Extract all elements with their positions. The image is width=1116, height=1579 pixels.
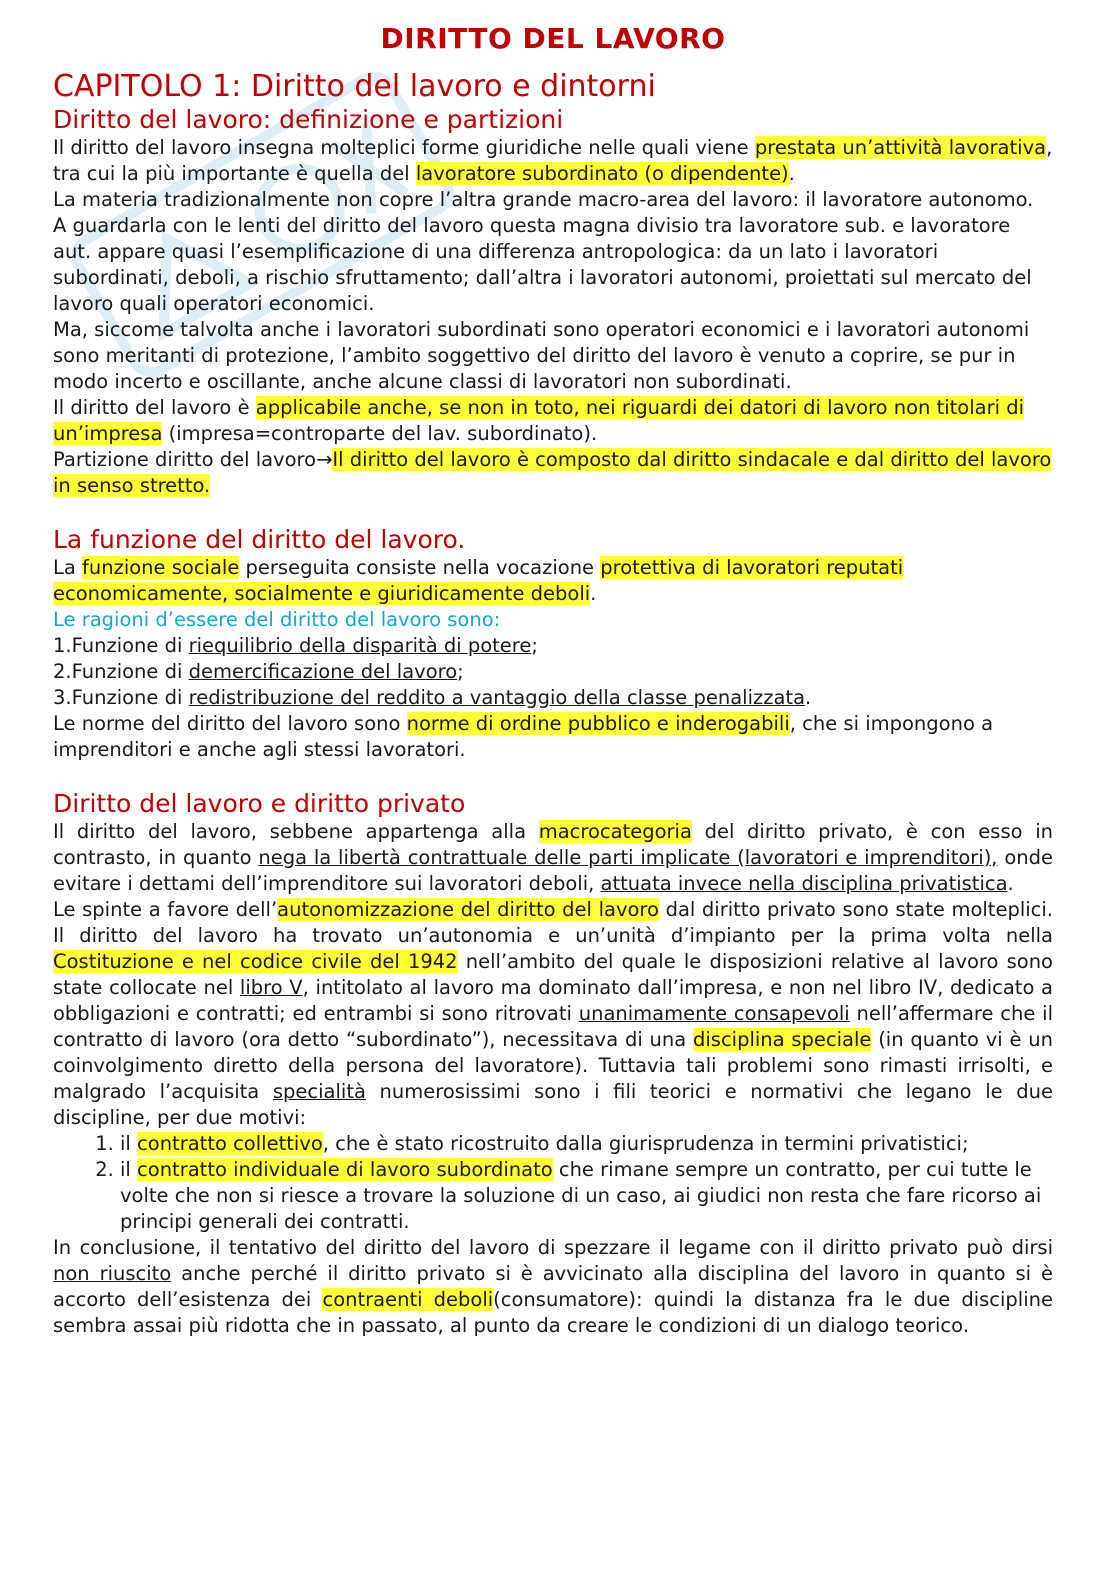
highlight: contraenti deboli <box>322 1288 494 1311</box>
paragraph: In conclusione, il tentativo del diritto del lavoro di spezzare il legame con il diritto privato può dirsi non riuscito anche perché il diritto privato si è avvicinato alla disciplina del lavoro in quanto si è accorto dell’esistenza dei contraenti deboli(consumatore): quindi la distanza fra le due discipline sembra assai più ridotta che in passato, al punto da creare le condizioni di un dialogo teorico. <box>53 1236 1053 1337</box>
paragraph: Le spinte a favore dell’autonomizzazione del diritto del lavoro dal diritto privato sono state molteplici. Il diritto del lavoro ha trovato un’autonomia e un’unità d’impianto per la prima volta nella Costituzione e nel codice civile del 1942 nell’ambito del quale le disposizioni relative al lavoro sono state collocate nel libro V, intitolato al lavoro ma dominato dall’impresa, e non nel libro IV, dedicato a obbligazioni e contratti; ed entrambi si sono ritrovati unanimamente consapevoli nell’affermare che il contratto di lavoro (ora detto “subordinato”), necessitava di una disciplina speciale (in quanto vi è un coinvolgimento diretto della persona del lavoratore). Tuttavia tali problemi sono rimasti irrisolti, e malgrado l’acquisita specialità numerosissimi sono i fili teorici e normativi che legano le due discipline, per due motivi: <box>53 898 1054 1129</box>
paragraph: La materia tradizionalmente non copre l’altra grande macro-area del lavoro: il lavoratore autonomo. <box>53 188 1034 211</box>
section-title-definizione: Diritto del lavoro: definizione e partizioni <box>53 105 564 134</box>
paragraph: Il diritto del lavoro insegna molteplici forme giuridiche nelle quali viene prestata un’attività lavorativa, tra cui la più importante è quella del lavoratore subordinato (o dipendente). <box>53 136 1053 185</box>
highlight: applicabile anche, se non in toto, nei riguardi dei datori di lavoro non titolari di un’impresa <box>53 396 1025 445</box>
highlight: Il diritto del lavoro è composto dal diritto sindacale e dal diritto del lavoro in senso stretto. <box>53 448 1052 497</box>
numbered-list <box>53 1131 1053 1235</box>
reason-item: 1.Funzione di riequilibrio della disparità di potere; <box>53 634 538 657</box>
list-item: 2. il contratto individuale di lavoro subordinato che rimane sempre un contratto, per cui tutte le volte che non si riesce a trovare la soluzione di un caso, ai giudici non resta che fare ricorso ai principi generali dei contratti. <box>120 1157 1053 1235</box>
arrow-icon: → <box>316 448 333 471</box>
paragraph: A guardarla con le lenti del diritto del lavoro questa magna divisio tra lavoratore sub. e lavoratore aut. appare quasi l’esemplificazione di una differenza antropologica: da un lato i lavoratori subordinati, deboli, a rischio sfruttamento; dall’altra i lavoratori autonomi, proiettati sul mercato del lavoro quali operatori economici. <box>53 214 1032 315</box>
reason-item: 2.Funzione di demercificazione del lavoro; <box>53 660 464 683</box>
paragraph: Ma, siccome talvolta anche i lavoratori subordinati sono operatori economici e i lavoratori autonomi sono meritanti di protezione, l’ambito soggettivo del diritto del lavoro è venuto a coprire, se pur in modo incerto e oscillante, anche alcune classi di lavoratori non subordinati. <box>53 318 1030 393</box>
reason-item: 3.Funzione di redistribuzione del reddito a vantaggio della classe penalizzata. <box>53 686 812 709</box>
paragraph: La funzione sociale perseguita consiste nella vocazione protettiva di lavoratori reputati economicamente, socialmente e giuridicamente deboli. <box>53 556 904 605</box>
paragraph: Le norme del diritto del lavoro sono norme di ordine pubblico e inderogabili, che si impongono a imprenditori e anche agli stessi lavoratori. <box>53 712 994 761</box>
document-page <box>53 22 1053 1339</box>
document-title: DIRITTO DEL LAVORO <box>380 22 726 55</box>
section-title-diritto-privato: Diritto del lavoro e diritto privato <box>53 789 466 818</box>
highlight: funzione sociale <box>82 556 240 579</box>
section-title-funzione: La funzione del diritto del lavoro. <box>53 525 466 554</box>
chapter-title: CAPITOLO 1: Diritto del lavoro e dintorni <box>53 69 656 104</box>
list-item: 1. il contratto collettivo, che è stato ricostruito dalla giurisprudenza in termini privatistici; <box>120 1131 1053 1157</box>
paragraph: Il diritto del lavoro è applicabile anche, se non in toto, nei riguardi dei datori di lavoro non titolari di un’impresa (impresa=controparte del lav. subordinato). <box>53 396 1025 445</box>
highlight: macrocategoria <box>538 820 692 843</box>
highlight: contratto collettivo <box>137 1132 323 1155</box>
highlight: norme di ordine pubblico e inderogabili <box>406 712 790 735</box>
paragraph: Partizione diritto del lavoro→Il diritto del lavoro è composto dal diritto sindacale e dal diritto del lavoro in senso stretto. <box>53 448 1052 497</box>
highlight: autonomizzazione del diritto del lavoro <box>277 898 659 921</box>
highlight: disciplina speciale <box>692 1028 872 1051</box>
highlight: contratto individuale di lavoro subordinato <box>137 1158 553 1181</box>
highlight: prestata un’attività lavorativa <box>754 136 1047 159</box>
highlight: protettiva di lavoratori reputati economicamente, socialmente e giuridicamente deboli <box>53 556 904 605</box>
highlight: Costituzione e nel codice civile del 1942 <box>53 950 458 973</box>
highlight: lavoratore subordinato (o dipendente) <box>415 162 789 185</box>
reasons-heading: Le ragioni d’essere del diritto del lavoro sono: <box>53 608 501 631</box>
paragraph: Il diritto del lavoro, sebbene appartenga alla macrocategoria del diritto privato, è con esso in contrasto, in quanto nega la libertà contrattuale delle parti implicate (lavoratori e imprenditori), onde evitare i dettami dell’imprenditore sui lavoratori deboli, attuata invece nella disciplina privatistica. <box>53 820 1053 895</box>
